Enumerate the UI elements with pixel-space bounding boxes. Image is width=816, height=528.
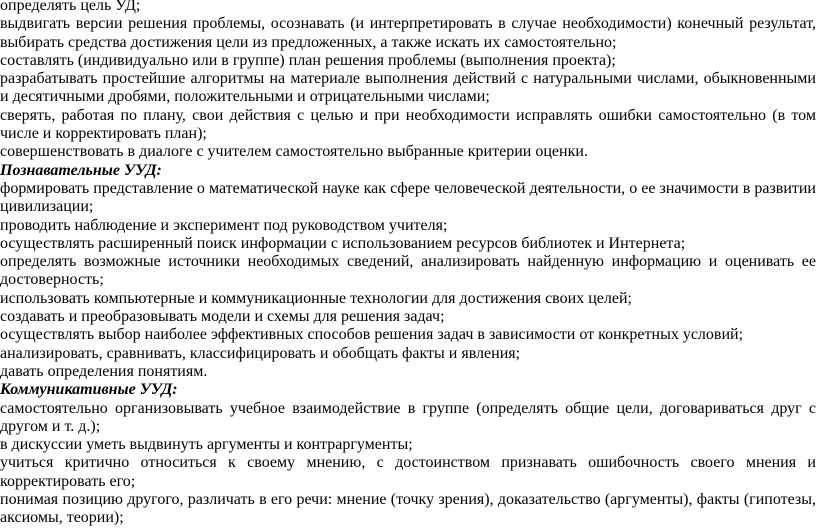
paragraph: в дискуссии уметь выдвинуть аргументы и контраргументы; [0, 436, 413, 454]
paragraph: самостоятельно организовывать учебное взаимодействие в группе (определять общие цели, договариваться друг с другом и т. д.); [0, 399, 816, 435]
paragraph: осуществлять выбор наиболее эффективных способов решения задач в зависимости от конкретных условий; [0, 326, 744, 344]
paragraph: использовать компьютерные и коммуникационные технологии для достижения своих целей; [0, 289, 632, 307]
paragraph: выдвигать версии решения проблемы, осознавать (и интерпретировать в случае необходимости) конечный результат, выбирать средства достижения цели из предложенных, а также искать их самостоятельно; [0, 15, 816, 51]
paragraph: создавать и преобразовывать модели и схемы для решения задач; [0, 308, 445, 326]
section-heading-cognitive: Познавательные УУД: [0, 161, 162, 179]
paragraph: учиться критично относиться к своему мнению, с достоинством признавать ошибочность своего мнения и корректировать его; [0, 454, 816, 490]
section-heading-communicative: Коммуникативные УУД: [0, 381, 178, 399]
paragraph: сверять, работая по плану, свои действия с целью и при необходимости исправлять ошибки самостоятельно (в том числе и корректировать план); [0, 106, 816, 143]
paragraph: анализировать, сравнивать, классифицировать и обобщать факты и явления; [0, 344, 521, 362]
paragraph: определять возможные источники необходимых сведений, анализировать найденную информацию и оценивать ее достоверность; [0, 253, 816, 289]
paragraph: определять цель УД; [0, 0, 141, 14]
paragraph: совершенствовать в диалоге с учителем самостоятельно выбранные критерии оценки. [0, 143, 588, 161]
paragraph: проводить наблюдение и эксперимент под руководством учителя; [0, 216, 448, 234]
paragraph: разрабатывать простейшие алгоритмы на материале выполнения действий с натуральными числами, обыкновенными и десятичными дробями, положительными и отрицательными числами; [0, 70, 816, 106]
paragraph: давать определения понятиям. [0, 362, 208, 380]
paragraph: составлять (индивидуально или в группе) план решения проблемы (выполнения проекта); [0, 51, 616, 69]
paragraph: формировать представление о математической науке как сфере человеческой деятельности, о ее значимости в развитии цивилизации; [0, 179, 816, 216]
paragraph: понимая позицию другого, различать в его речи: мнение (точку зрения), доказательство (аргументы), факты (гипотезы, аксиомы, теории); [0, 491, 816, 527]
paragraph: осуществлять расширенный поиск информации с использованием ресурсов библиотек и Интернета; [0, 234, 686, 252]
